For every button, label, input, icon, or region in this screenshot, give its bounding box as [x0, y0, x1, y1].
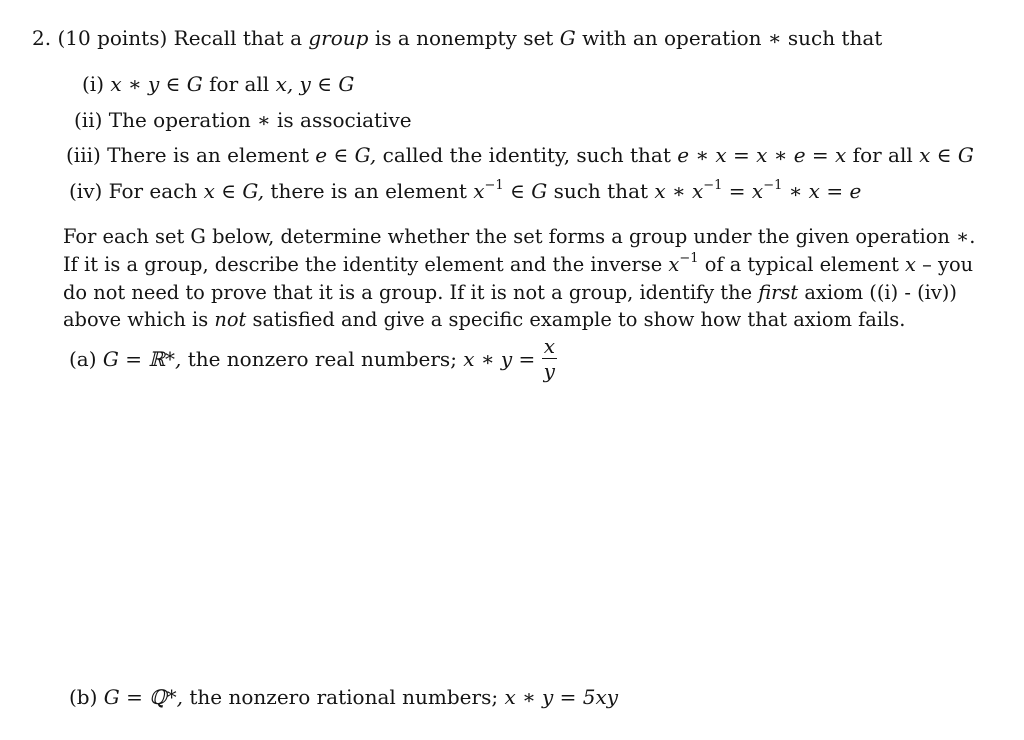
fraction-denominator: y: [543, 359, 555, 383]
axiom-label: (ii): [74, 108, 103, 132]
part-description: the nonzero real numbers;: [187, 347, 457, 371]
intro-text-2: is a nonempty set: [374, 26, 554, 50]
problem-number: 2.: [32, 26, 52, 50]
fraction-numerator: x: [542, 334, 557, 359]
instructions-line-1: For each set G below, determine whether the set forms a group under the given operation ∗.: [63, 225, 976, 248]
part-operation: x ∗ y = 5xy: [504, 685, 619, 709]
instructions-line-3: [63, 283, 957, 302]
instructions-text: do not need to prove that it is a group. If it is not a group, identify the: [63, 281, 753, 304]
inverse-exponent: −1: [703, 178, 723, 193]
part-description: the nonzero rational numbers;: [189, 685, 499, 709]
part-operation: x ∗ y =: [463, 347, 536, 371]
part-label: (a): [69, 347, 97, 371]
instructions-text: If it is a group, describe the identity element and the inverse: [63, 253, 663, 276]
instructions-first-word: first: [758, 281, 799, 304]
instructions-text: axiom ((i) - (iv)): [804, 281, 957, 304]
axiom-text: There is an element: [107, 143, 309, 167]
axiom-math: = x: [728, 179, 764, 203]
axiom-label: (iv): [69, 179, 103, 203]
fraction: [542, 334, 557, 383]
axiom-math: x ∈ G: [919, 143, 974, 167]
axiom-math: e ∗ x = x ∗ e = x: [677, 143, 847, 167]
part-set: G = ℚ*,: [103, 685, 184, 709]
axiom-text: The operation ∗ is associative: [108, 108, 412, 132]
instructions-math: x: [905, 253, 916, 276]
part-label: (b): [69, 685, 98, 709]
axiom-math: x: [473, 179, 485, 203]
axiom-text: there is an element: [270, 179, 467, 203]
instructions-text: – you: [922, 253, 974, 276]
axiom-math: ∗ x = e: [788, 179, 862, 203]
part-b: [69, 687, 618, 707]
axiom-i: [82, 74, 354, 94]
instructions-line-4: [63, 310, 905, 329]
inverse-exponent: −1: [484, 178, 504, 193]
axiom-label: (i): [82, 72, 105, 96]
axiom-text: for all: [209, 72, 270, 96]
axiom-ii: [74, 110, 412, 130]
intro-tail: with an operation ∗ such that: [582, 26, 883, 50]
inverse-exponent: −1: [679, 251, 699, 266]
intro-text: Recall that a: [173, 26, 302, 50]
axiom-math: x ∈ G,: [203, 179, 265, 203]
axiom-math: e ∈ G,: [315, 143, 377, 167]
axiom-text: called the identity, such that: [382, 143, 671, 167]
intro-set-G: G: [559, 26, 576, 50]
intro-group-word: group: [308, 26, 369, 50]
part-set: G = ℝ*,: [102, 347, 182, 371]
instructions-not-word: not: [214, 308, 247, 331]
instructions-math: x: [668, 253, 680, 276]
axiom-math: x ∗ x: [654, 179, 704, 203]
axiom-math: ∈ G: [510, 179, 548, 203]
axiom-label: (iii): [66, 143, 101, 167]
problem-points: (10 points): [57, 26, 168, 50]
axiom-iii: [66, 145, 974, 165]
axiom-math: x, y ∈ G: [275, 72, 355, 96]
axiom-text: such that: [553, 179, 649, 203]
inverse-exponent: −1: [763, 178, 783, 193]
instructions-text: of a typical element: [704, 253, 899, 276]
part-a: [69, 336, 557, 385]
axiom-iv: [69, 178, 862, 203]
axiom-math: x ∗ y ∈ G: [110, 72, 203, 96]
instructions-line-2: [63, 251, 974, 276]
instructions-text: satisfied and give a specific example to show how that axiom fails.: [252, 308, 906, 331]
axiom-text: for all: [852, 143, 913, 167]
instructions-text: above which is: [63, 308, 209, 331]
axiom-text: For each: [108, 179, 198, 203]
problem-header: [32, 28, 882, 48]
